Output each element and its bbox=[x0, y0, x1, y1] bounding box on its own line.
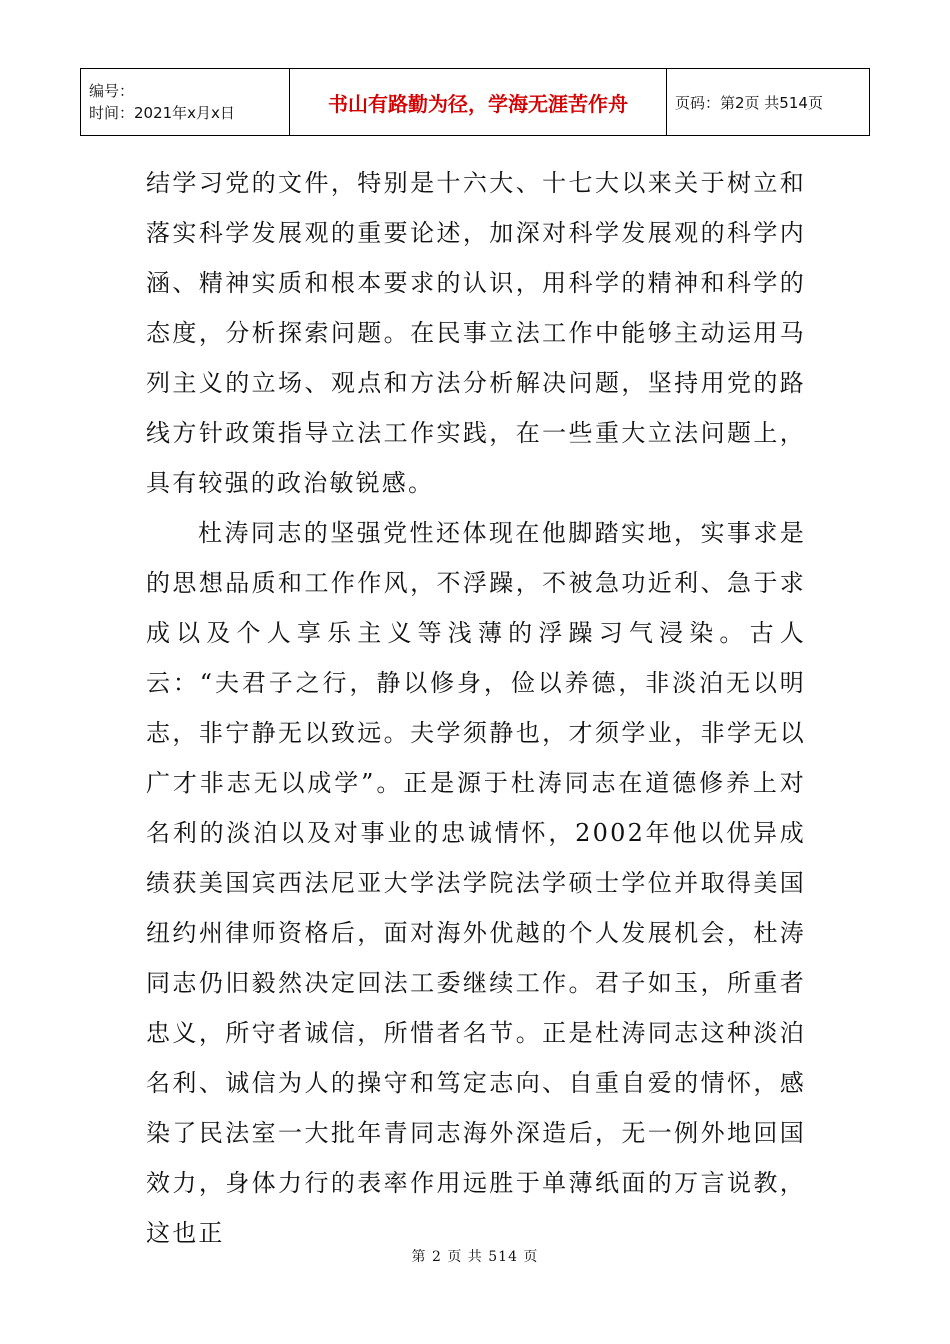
document-time-label: 时间：2021年x月x日 bbox=[89, 104, 235, 122]
body-paragraph-1: 结学习党的文件，特别是十六大、十七大以来关于树立和落实科学发展观的重要论述，加深对科学发展观的科学内涵、精神实质和根本要求的认识，用科学的精神和科学的态度，分析探索问题。在民事立法工作中能够主动运用马列主义的立场、观点和方法分析解决问题，坚持用党的路线方针政策指导立法工作实践，在一些重大立法问题上，具有较强的政治敏锐感。 bbox=[146, 169, 806, 497]
header-motto-cell bbox=[290, 69, 667, 136]
header-motto: 书山有路勤为径，学海无涯苦作舟 bbox=[328, 91, 628, 116]
document-header bbox=[80, 68, 870, 136]
body-paragraph-2: 杜涛同志的坚强党性还体现在他脚踏实地，实事求是的思想品质和工作作风，不浮躁，不被急功近利、急于求成以及个人享乐主义等浅薄的浮躁习气浸染。古人云：“夫君子之行，静以修身，俭以养德，非淡泊无以明志，非宁静无以致远。夫学须静也，才须学业，非学无以广才非志无以成学”。正是源于杜涛同志在道德修养上对名利的淡泊以及对事业的忠诚情怀，2002年他以优异成绩获美国宾西法尼亚大学法学院法学硕士学位并取得美国纽约州律师资格后，面对海外优越的个人发展机会，杜涛同志仍旧毅然决定回法工委继续工作。君子如玉，所重者忠义，所守者诚信，所惜者名节。正是杜涛同志这种淡泊名利、诚信为人的操守和笃定志向、自重自爱的情怀，感染了民法室一大批年青同志海外深造后，无一例外地回国效力，身体力行的表率作用远胜于单薄纸面的万言说教，这也正 bbox=[146, 519, 806, 1247]
header-meta bbox=[81, 69, 290, 136]
document-number-label: 编号： bbox=[89, 82, 135, 100]
header-page-info: 页码：第2页 共514页 bbox=[667, 69, 870, 136]
document-body bbox=[146, 158, 806, 1258]
page-footer: 第 2 页 共 514 页 bbox=[411, 1249, 539, 1265]
